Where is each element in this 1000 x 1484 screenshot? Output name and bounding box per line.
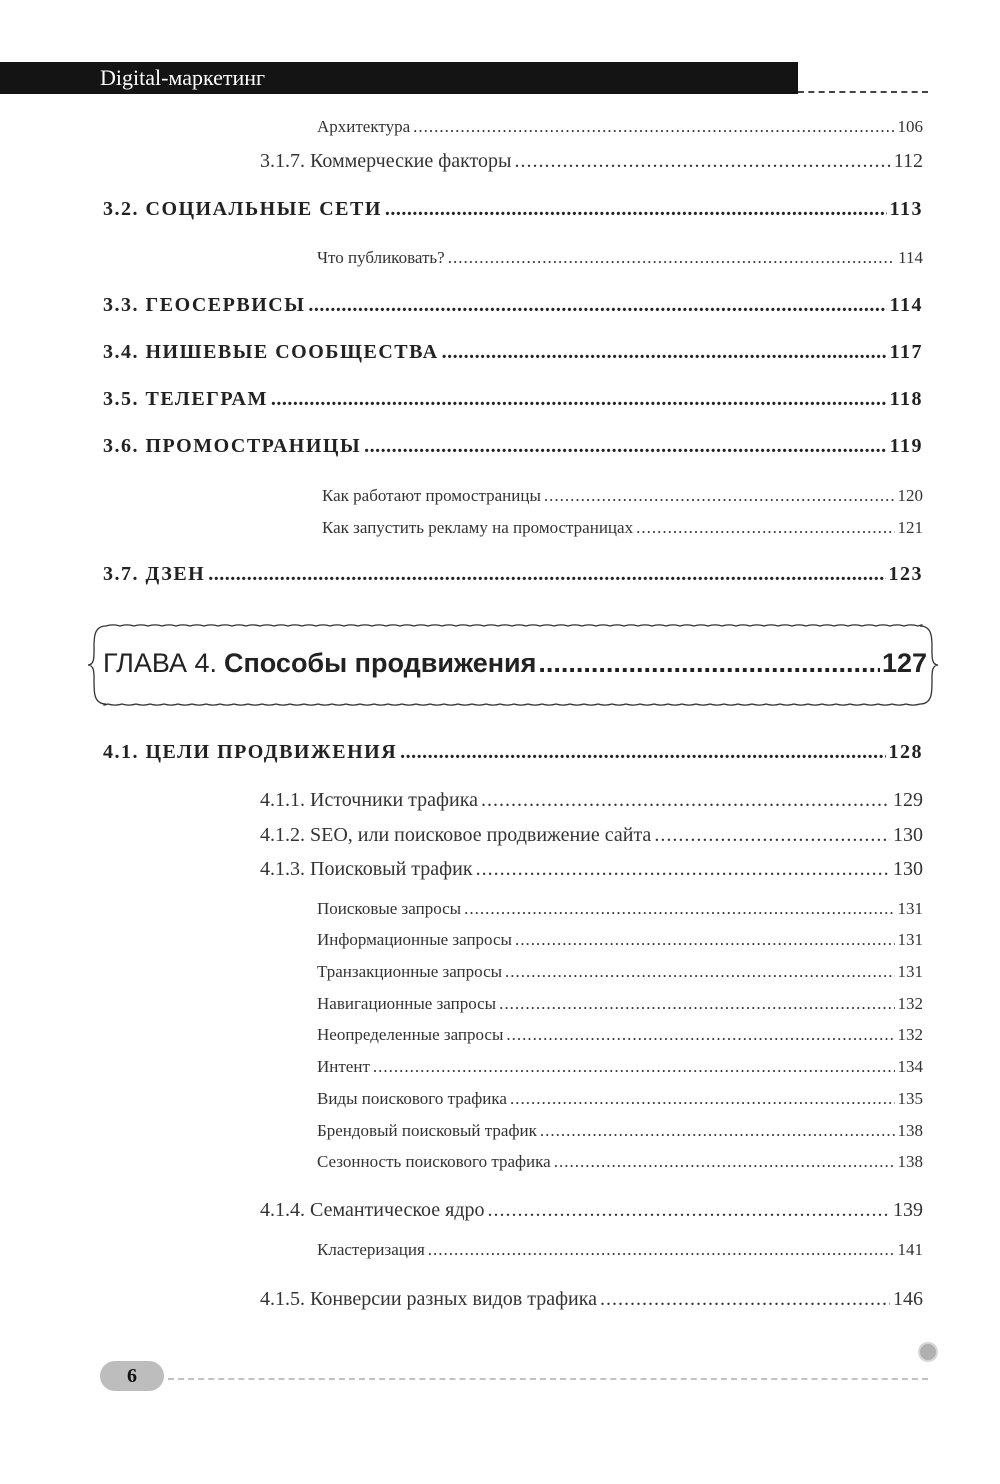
toc-entry[interactable]: Интент ..... 134 xyxy=(317,1057,923,1077)
chapter-label: ГЛАВА 4. xyxy=(103,648,217,678)
toc-entry[interactable]: 4.1.5. Конверсии разных видов трафика ..... 146 xyxy=(260,1288,923,1311)
toc-entry[interactable]: 4.1.2. SEO, или поисковое продвижение сайта ..... 130 xyxy=(260,824,923,847)
toc-entry[interactable]: Что публиковать? ..... 114 xyxy=(317,248,923,268)
toc-entry[interactable]: 4.1.4. Семантическое ядро ..... 139 xyxy=(260,1199,923,1222)
running-header-title: Digital-маркетинг xyxy=(100,65,266,90)
toc-entry[interactable]: Кластеризация ..... 141 xyxy=(317,1240,923,1260)
footer-dashed-rule xyxy=(168,1378,928,1380)
toc-entry[interactable]: 4.1.3. Поисковый трафик ..... 130 xyxy=(260,858,923,881)
toc-entry[interactable]: 4.1. ЦЕЛИ ПРОДВИЖЕНИЯ ..... 128 xyxy=(103,741,923,764)
toc-entry[interactable]: Навигационные запросы ..... 132 xyxy=(317,994,923,1014)
toc-entry[interactable]: 3.7. ДЗЕН ..... 123 xyxy=(103,563,923,586)
page-number: 6 xyxy=(100,1361,164,1391)
circle-ornament-icon xyxy=(918,1342,938,1362)
toc-entry[interactable]: Информационные запросы ..... 131 xyxy=(317,930,923,950)
toc-entry[interactable]: 3.3. ГЕОСЕРВИСЫ ..... 114 xyxy=(103,294,923,317)
toc-entry[interactable]: Транзакционные запросы ..... 131 xyxy=(317,962,923,982)
toc-entry[interactable]: Как запустить рекламу на промостраницах ..... 121 xyxy=(322,518,923,538)
toc-entry[interactable]: Архитектура ..... 106 xyxy=(317,117,923,137)
toc-entry[interactable]: Брендовый поисковый трафик ..... 138 xyxy=(317,1121,923,1141)
toc-entry[interactable]: 3.6. ПРОМОСТРАНИЦЫ ..... 119 xyxy=(103,435,923,458)
toc-entry[interactable]: 3.5. ТЕЛЕГРАМ ..... 118 xyxy=(103,388,923,411)
chapter-title: Способы продвижения xyxy=(223,648,537,678)
toc-entry[interactable]: Сезонность поискового трафика ..... 138 xyxy=(317,1152,923,1172)
toc-entry[interactable]: 4.1.1. Источники трафика ..... 129 xyxy=(260,789,923,812)
toc-entry[interactable]: 3.2. СОЦИАЛЬНЫЕ СЕТИ ..... 113 xyxy=(103,198,923,221)
toc-entry[interactable]: Неопределенные запросы ..... 132 xyxy=(317,1025,923,1045)
toc-entry[interactable]: Как работают промостраницы ..... 120 xyxy=(322,486,923,506)
toc-entry[interactable]: Виды поискового трафика ..... 135 xyxy=(317,1089,923,1109)
running-header xyxy=(0,62,798,94)
toc-entry[interactable]: 3.1.7. Коммерческие факторы ..... 112 xyxy=(260,150,923,173)
header-dashed-rule xyxy=(798,91,928,93)
toc-entry[interactable]: Поисковые запросы ..... 131 xyxy=(317,899,923,919)
chapter-heading[interactable] xyxy=(103,648,927,679)
chapter-page: 127 xyxy=(881,648,927,678)
toc-entry[interactable]: 3.4. НИШЕВЫЕ СООБЩЕСТВА ..... 117 xyxy=(103,341,923,364)
